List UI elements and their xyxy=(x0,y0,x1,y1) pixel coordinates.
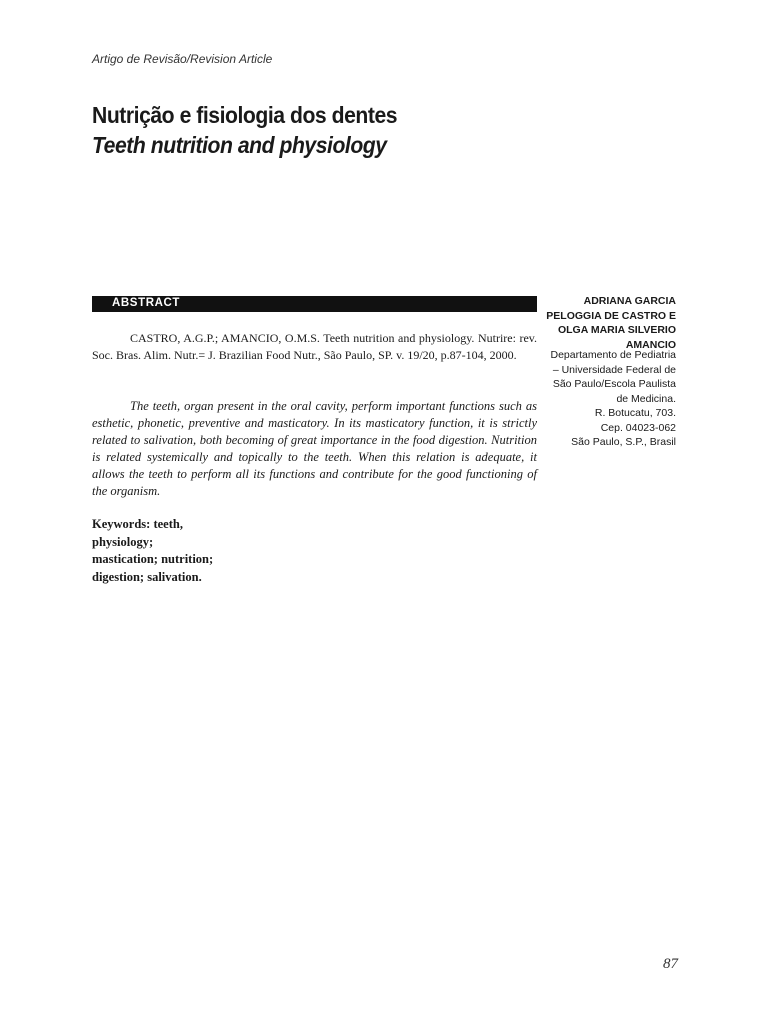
author-affiliation xyxy=(540,348,676,450)
keywords-line: physiology; xyxy=(92,534,154,549)
affiliation-line: São Paulo/Escola Paulista xyxy=(552,378,676,390)
keywords-line: Keywords: teeth, xyxy=(92,517,183,531)
author-line: AMANCIO xyxy=(625,338,676,351)
citation: CASTRO, A.G.P.; AMANCIO, O.M.S. Teeth nutrition and physiology. Nutrire: rev. Soc. Bras. Alim. Nutr.= J. Brazilian Food Nutr., São Paulo, SP. v. 19/20, p.87-104, 2000. xyxy=(92,331,537,362)
affiliation-line: – Universidade Federal de xyxy=(552,363,676,376)
author-line: PELOGGIA DE CASTRO E xyxy=(546,309,676,322)
section-label: Artigo de Revisão/Revision Article xyxy=(92,52,273,66)
author-line: OLGA MARIA SILVERIO xyxy=(557,324,676,336)
abstract-text: The teeth, organ present in the oral cavity, perform important functions such as esthetic, phonetic, preventive and masticatory. In its masticatory function, it is strictly related to salivation, both becoming of great importance in the food digestion. Nutrition is related systemically and topically to the teeth. When this relation is adequate, it allows the teeth to perform all its functions and contribute for the good functioning of the organism. xyxy=(92,399,537,498)
affiliation-line: R. Botucatu, 703. xyxy=(594,407,676,419)
abstract-heading-bar xyxy=(92,296,537,312)
affiliation-line: Cep. 04023-062 xyxy=(600,421,676,434)
affiliation-line: São Paulo, S.P., Brasil xyxy=(571,436,676,448)
author-line: ADRIANA GARCIA xyxy=(583,295,676,307)
keywords xyxy=(92,516,262,586)
title-portuguese: Nutrição e fisiologia dos dentes xyxy=(92,102,398,128)
title-english: Teeth nutrition and physiology xyxy=(92,132,387,158)
affiliation-line: de Medicina. xyxy=(616,392,676,405)
page-number: 87 xyxy=(663,956,678,972)
author-names xyxy=(540,294,676,352)
keywords-line: mastication; nutrition; xyxy=(92,552,214,566)
affiliation-line: Departamento de Pediatria xyxy=(550,349,676,361)
keywords-line: digestion; salivation. xyxy=(92,569,202,584)
abstract-heading: ABSTRACT xyxy=(112,297,181,309)
